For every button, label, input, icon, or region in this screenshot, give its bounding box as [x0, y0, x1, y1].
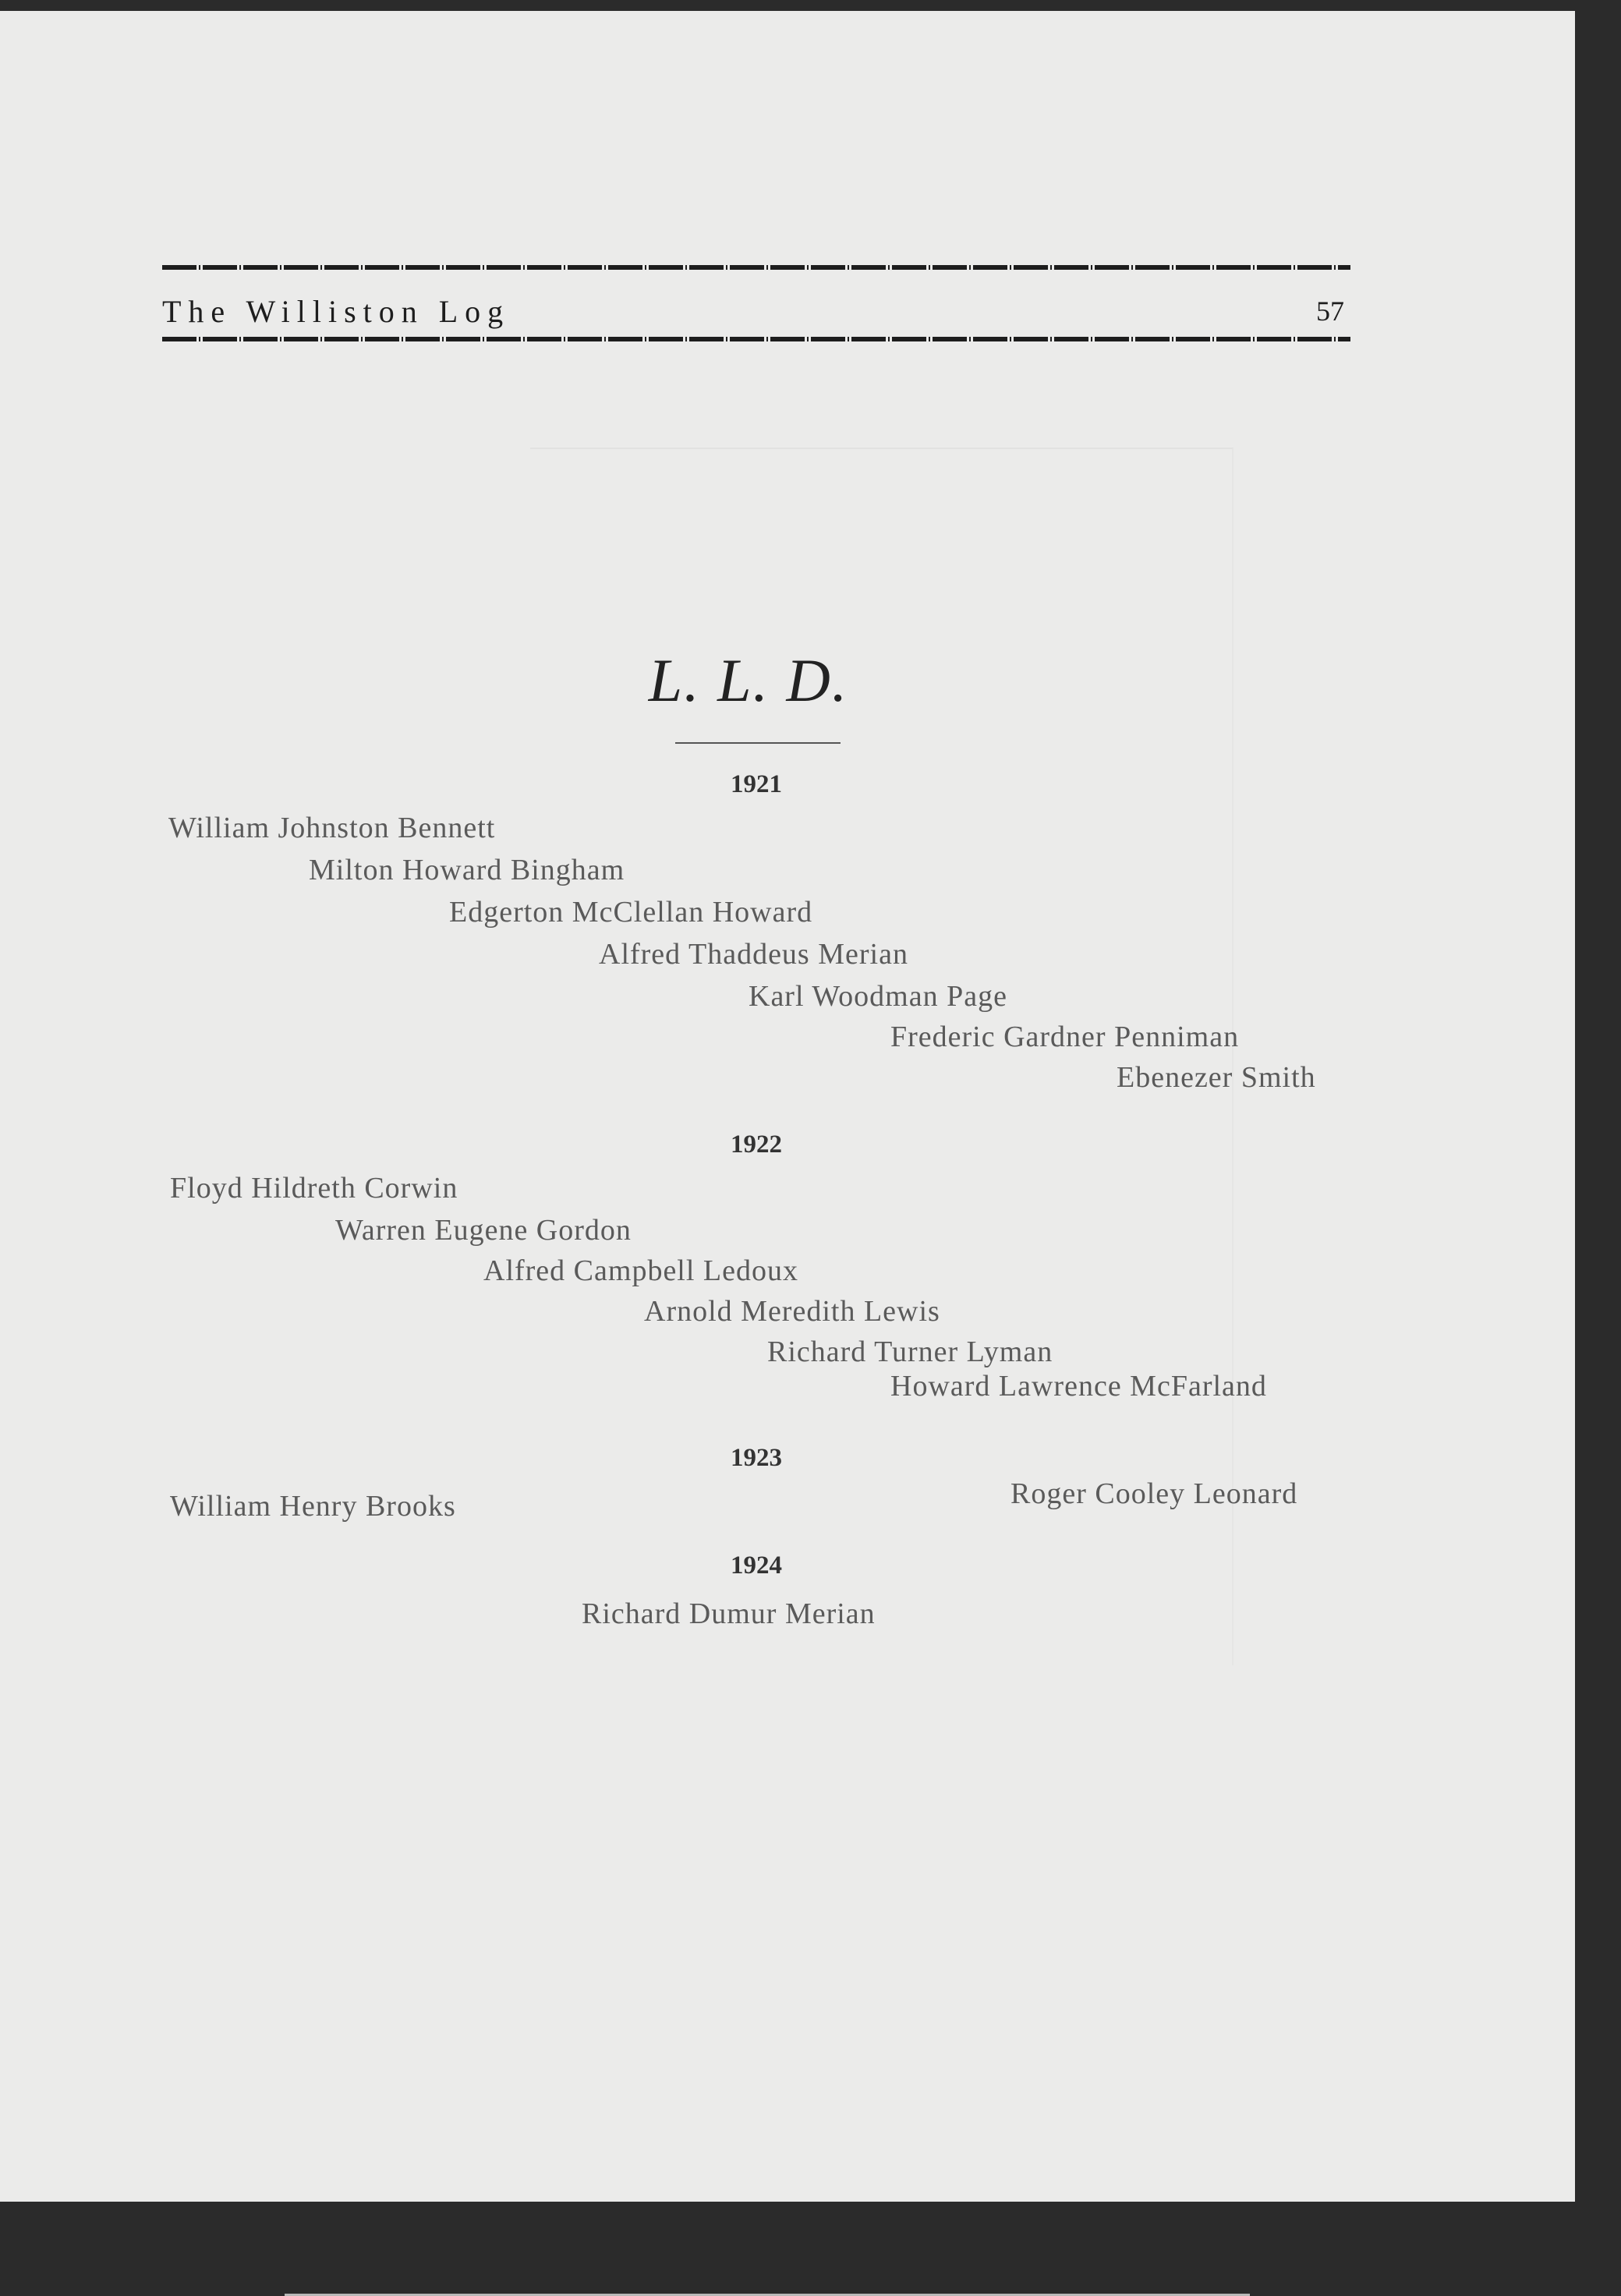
- honoree-name: Warren Eugene Gordon: [335, 1214, 632, 1247]
- honoree-name: Alfred Thaddeus Merian: [599, 938, 908, 971]
- honoree-name: Arnold Meredith Lewis: [644, 1295, 940, 1328]
- honoree-name: William Johnston Bennett: [168, 812, 496, 844]
- honoree-name: Roger Cooley Leonard: [1010, 1477, 1298, 1510]
- year-heading: 1921: [731, 770, 782, 798]
- year-heading: 1923: [731, 1444, 782, 1472]
- honoree-name: Edgerton McClellan Howard: [449, 896, 813, 929]
- header-rule-bottom: [162, 337, 1350, 341]
- page-number: 57: [1316, 295, 1344, 327]
- section-title: L. L. D.: [648, 646, 849, 714]
- title-underline: [675, 742, 841, 744]
- honoree-name: Karl Woodman Page: [749, 980, 1007, 1013]
- honoree-name: Alfred Campbell Ledoux: [483, 1254, 799, 1287]
- honoree-name: Ebenezer Smith: [1117, 1061, 1316, 1094]
- header-rule-top: [162, 265, 1350, 270]
- honoree-name: William Henry Brooks: [170, 1490, 456, 1523]
- honoree-name: Howard Lawrence McFarland: [890, 1370, 1267, 1403]
- year-heading: 1922: [731, 1130, 782, 1159]
- honoree-name: Milton Howard Bingham: [309, 854, 625, 886]
- year-heading: 1924: [731, 1551, 782, 1580]
- honoree-name: Floyd Hildreth Corwin: [170, 1172, 458, 1205]
- running-title: The Williston Log: [162, 294, 511, 329]
- honoree-name: Richard Turner Lyman: [767, 1336, 1053, 1368]
- honoree-name: Richard Dumur Merian: [582, 1597, 876, 1630]
- honoree-name: Frederic Gardner Penniman: [890, 1021, 1240, 1053]
